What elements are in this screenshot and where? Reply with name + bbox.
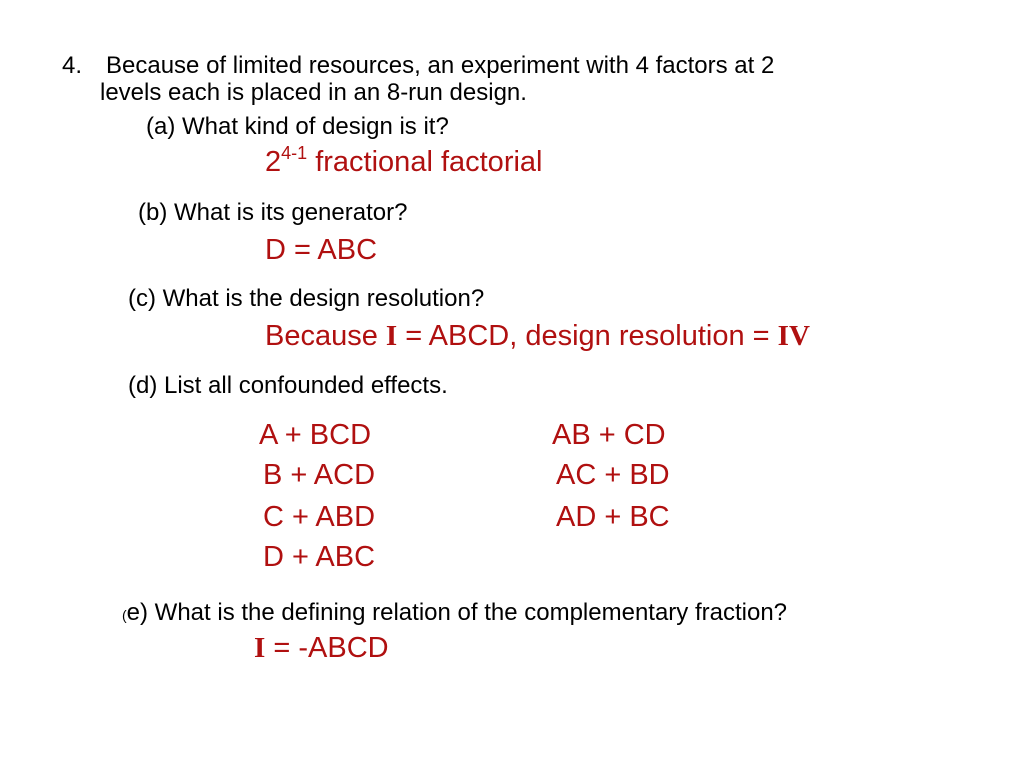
question-text: e) What is the defining relation of the complementary fraction? [126, 599, 788, 626]
identity-symbol: I [385, 320, 398, 352]
part-a-answer [265, 143, 543, 178]
part-a-question: (a) What kind of design is it? [146, 113, 449, 140]
alias-left-4: D + ABC [263, 541, 376, 573]
part-c-answer [265, 322, 810, 351]
answer-exponent: 4-1 [281, 143, 308, 163]
problem-statement-line2: levels each is placed in an 8-run design. [100, 79, 527, 106]
problem-number: 4. [62, 52, 83, 79]
part-e-answer [254, 634, 389, 663]
problem-statement-line1: Because of limited resources, an experiment with 4 factors at 2 [106, 52, 775, 79]
alias-right-2: AC + BD [556, 459, 670, 491]
part-b-question: (b) What is its generator? [138, 199, 408, 226]
alias-left-2: B + ACD [263, 459, 376, 491]
alias-right-3: AD + BC [556, 501, 670, 533]
answer-middle: = ABCD, design resolution = [397, 320, 778, 352]
alias-left-1: A + BCD [259, 419, 372, 451]
part-c-question: (c) What is the design resolution? [128, 285, 485, 312]
identity-symbol: I [254, 632, 266, 664]
alias-left-3: C + ABD [263, 501, 376, 533]
part-b-answer: D = ABC [265, 234, 378, 266]
answer-text: fractional factorial [307, 146, 543, 178]
resolution-value: IV [777, 320, 810, 352]
answer-base: 2 [265, 146, 282, 178]
part-d-question: (d) List all confounded effects. [128, 372, 448, 399]
answer-rest: = -ABCD [265, 632, 389, 664]
answer-prefix: Because [265, 320, 386, 352]
alias-right-1: AB + CD [552, 419, 666, 451]
part-e-question [122, 601, 787, 625]
question-open-paren: ( [122, 607, 127, 623]
